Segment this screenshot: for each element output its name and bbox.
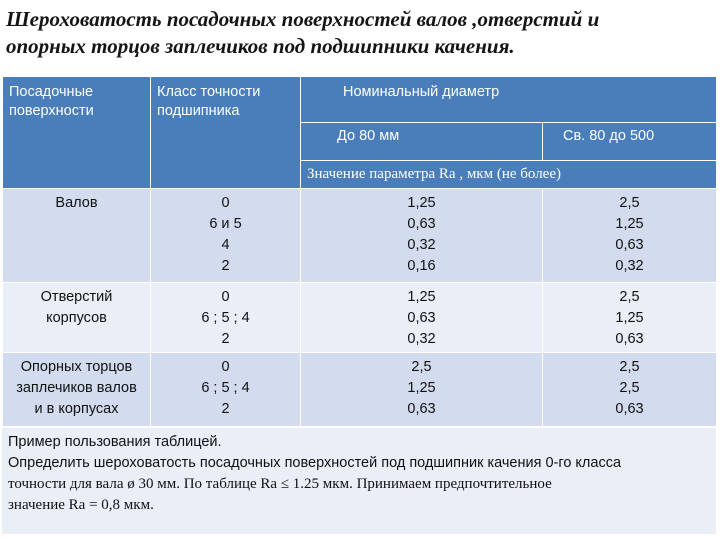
row-surface: Отверстий корпусов bbox=[3, 283, 151, 353]
row-over-80: 2,5 1,25 0,63 0,32 bbox=[543, 189, 717, 283]
usage-example bbox=[2, 428, 716, 534]
roughness-table bbox=[2, 76, 717, 427]
row-over-80: 2,5 1,25 0,63 bbox=[543, 283, 717, 353]
title-line-1: Шероховатость посадочных поверхностей валов ,отверстий и bbox=[6, 7, 600, 31]
row-surface: Валов bbox=[3, 189, 151, 283]
header-bearing-class: Класс точности подшипника bbox=[151, 77, 301, 189]
row-up-to-80: 1,25 0,63 0,32 0,16 bbox=[301, 189, 543, 283]
table-row bbox=[3, 283, 717, 353]
example-line-1: Пример пользования таблицей. bbox=[8, 434, 222, 450]
example-line-2: Определить шероховатость посадочных поверхностей под подшипник качения 0-го класса bbox=[8, 455, 622, 471]
table-row bbox=[3, 189, 717, 283]
page-title bbox=[6, 6, 714, 60]
example-line-4: значение Rа = 0,8 мкм. bbox=[8, 497, 154, 513]
header-surfaces: Посадочные поверхности bbox=[3, 77, 151, 189]
row-up-to-80: 2,5 1,25 0,63 bbox=[301, 353, 543, 427]
example-line-3: точности для вала ø 30 мм. По таблице Rа ≤ 1.25 мкм. Принимаем предпочтительное bbox=[8, 476, 552, 492]
header-up-to-80: До 80 мм bbox=[301, 123, 543, 161]
header-ra-param: Значение параметра Rа , мкм (не более) bbox=[301, 161, 717, 189]
row-class: 0 6 ; 5 ; 4 2 bbox=[151, 283, 301, 353]
row-surface: Опорных торцов заплечиков валов и в корпусах bbox=[3, 353, 151, 427]
row-over-80: 2,5 2,5 0,63 bbox=[543, 353, 717, 427]
row-up-to-80: 1,25 0,63 0,32 bbox=[301, 283, 543, 353]
row-class: 0 6 ; 5 ; 4 2 bbox=[151, 353, 301, 427]
header-nominal-diameter: Номинальный диаметр bbox=[301, 77, 717, 123]
row-class: 0 6 и 5 4 2 bbox=[151, 189, 301, 283]
header-over-80: Св. 80 до 500 bbox=[543, 123, 717, 161]
title-line-2: опорных торцов заплечиков под подшипники качения. bbox=[6, 34, 515, 58]
table-row bbox=[3, 353, 717, 427]
